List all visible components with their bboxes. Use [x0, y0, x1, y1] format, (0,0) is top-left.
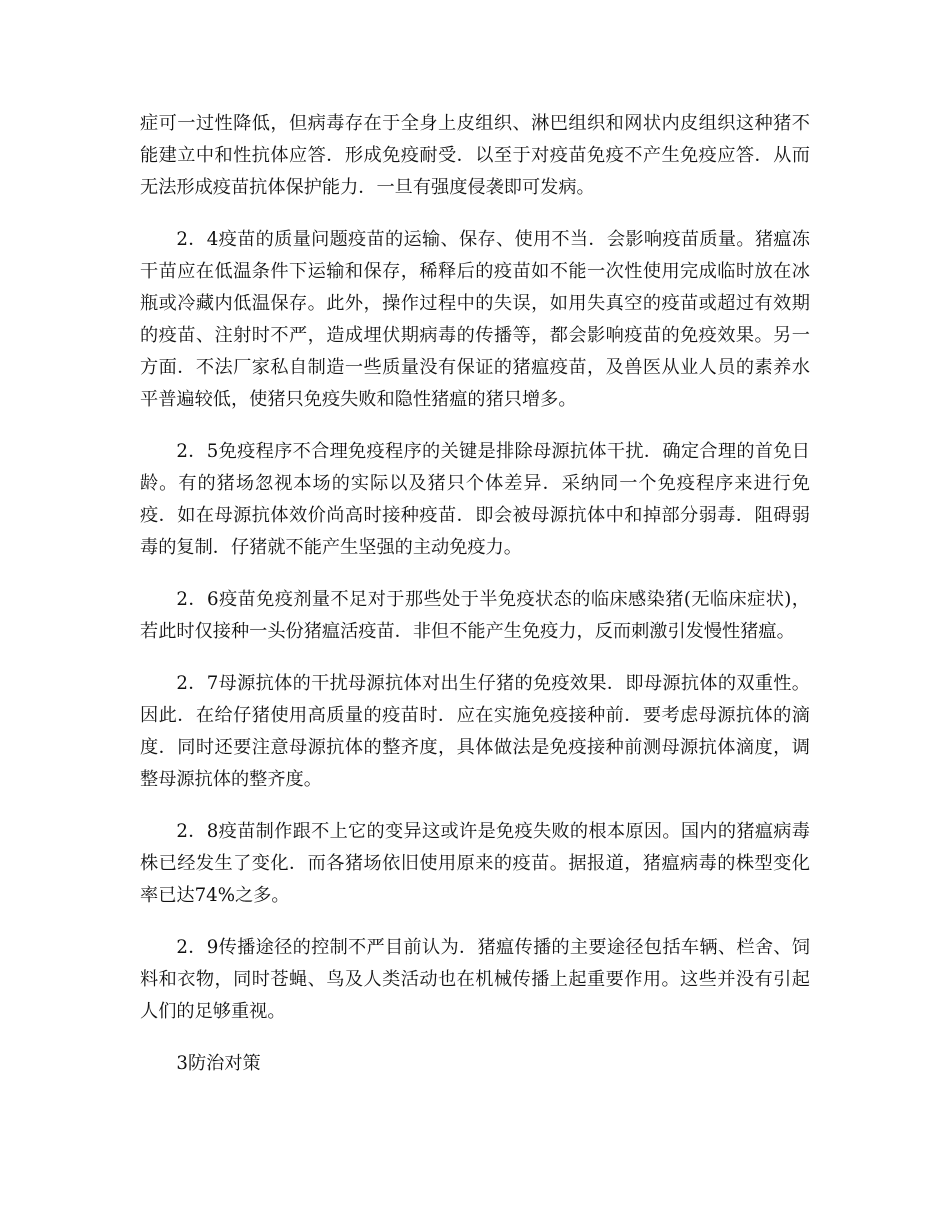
paragraph-2-6: 2．6疫苗免疫剂量不足对于那些处于半免疫状态的临床感染猪(无临床症状)，若此时仅接种一头份猪瘟活疫苗．非但不能产生免疫力，反而刺激引发慢性猪瘟。	[140, 589, 810, 642]
section-heading: 3防治对策	[176, 1053, 261, 1074]
paragraph-2-4: 2．4疫苗的质量问题疫苗的运输、保存、使用不当．会影响疫苗质量。猪瘟冻干苗应在低温条件下运输和保存，稀释后的疫苗如不能一次性使用完成临时放在冰瓶或冷藏内低温保存。此外，操作过程中的失误，如用失真空的疫苗或超过有效期的疫苗、注射时不严，造成埋伏期病毒的传播等，都会影响疫苗的免疫效果。另一方面．不法厂家私自制造一些质量没有保证的猪瘟疫苗，及兽医从业人员的素养水平普遍较低，使猪只免疫失败和隐性猪瘟的猪只增多。	[140, 229, 810, 410]
paragraph-continuation: 症可一过性降低，但病毒存在于全身上皮组织、淋巴组织和网状内皮组织这种猪不能建立中和性抗体应答．形成免疫耐受．以至于对疫苗免疫不产生免疫应答．从而无法形成疫苗抗体保护能力．一旦有强度侵袭即可发病。	[140, 113, 810, 198]
paragraph-2-5: 2．5免疫程序不合理免疫程序的关键是排除母源抗体干扰．确定合理的首免日龄。有的猪场忽视本场的实际以及猪只个体差异．采纳同一个免疫程序来进行免疫．如在母源抗体效价尚高时接种疫苗．即会被母源抗体中和掉部分弱毒．阻碍弱毒的复制．仔猪就不能产生坚强的主动免疫力。	[140, 441, 810, 558]
paragraph-2-7: 2．7母源抗体的干扰母源抗体对出生仔猪的免疫效果．即母源抗体的双重性。因此．在给仔猪使用高质量的疫苗时．应在实施免疫接种前．要考虑母源抗体的滴度．同时还要注意母源抗体的整齐度，具体做法是免疫接种前测母源抗体滴度，调整母源抗体的整齐度。	[140, 673, 810, 790]
paragraph-2-8: 2．8疫苗制作跟不上它的变异这或许是免疫失败的根本原因。国内的猪瘟病毒株已经发生了变化．而各猪场依旧使用原来的疫苗。据报道，猪瘟病毒的株型变化率已达74%之多。	[140, 821, 810, 906]
document-body	[140, 108, 810, 1080]
paragraph-2-9: 2．9传播途径的控制不严目前认为．猪瘟传播的主要途径包括车辆、栏舍、饲料和衣物，同时苍蝇、鸟及人类活动也在机械传播上起重要作用。这些并没有引起人们的足够重视。	[140, 937, 810, 1022]
